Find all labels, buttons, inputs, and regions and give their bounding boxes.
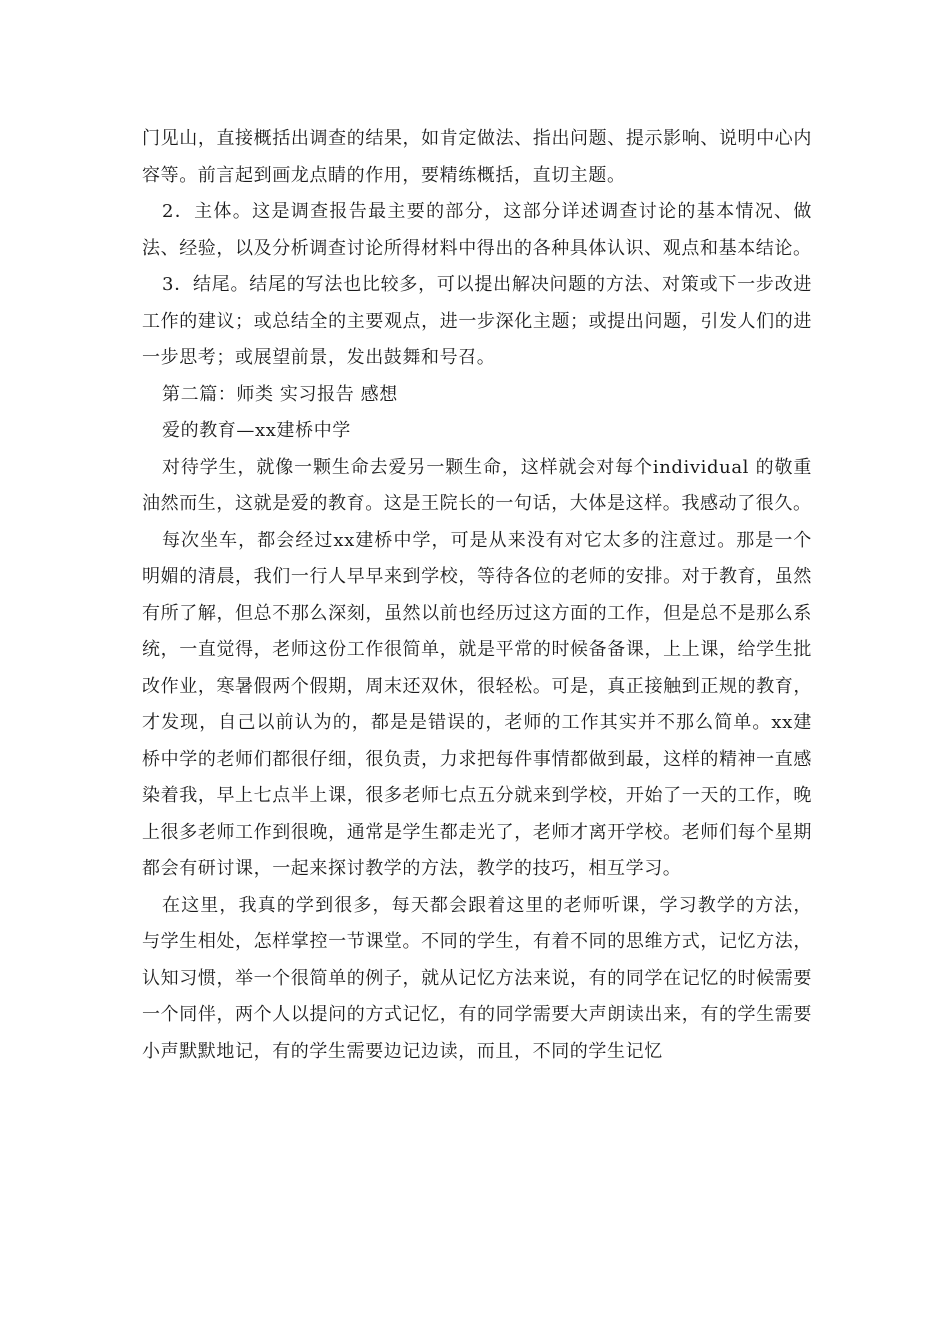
paragraph-intro-continuation: 门见山，直接概括出调查的结果，如肯定做法、指出问题、提示影响、说明中心内容等。前言起到画龙点睛的作用，要精练概括，直切主题。 bbox=[142, 128, 812, 186]
paragraph-love-education: 对待学生，就像一颗生命去爱另一颗生命，这样就会对每个individual 的敬重油然而生，这就是爱的教育。这是王院长的一句话，大体是这样。我感动了很久。 bbox=[142, 456, 812, 514]
essay-title: 爱的教育—xx建桥中学 bbox=[162, 420, 351, 441]
paragraph-school-experience: 每次坐车，都会经过xx建桥中学，可是从来没有对它太多的注意过。那是一个明媚的清晨，我们一行人早早来到学校，等待各位的老师的安排。对于教育，虽然有所了解，但总不那么深刻，虽然以前也经历过这方面的工作，但是总不是那么系统，一直觉得，老师这份工作很简单，就是平常的时候备备课，上上课，给学生批改作业，寒暑假两个假期，周末还双休，很轻松。可是，真正接触到正规的教育，才发现，自己以前认为的，都是是错误的，老师的工作其实并不那么简单。xx建桥中学的老师们都很仔细，很负责，力求把每件事情都做到最，这样的精神一直感染着我，早上七点半上课，很多老师七点五分就来到学校，开始了一天的工作，晚上很多老师工作到很晚，通常是学生都走光了，老师才离开学校。老师们每个星期都会有研讨课，一起来探讨教学的方法，教学的技巧，相互学习。 bbox=[142, 529, 812, 879]
paragraph-main-body: 2．主体。这是调查报告最主要的部分，这部分详述调查讨论的基本情况、做法、经验，以及分析调查讨论所得材料中得出的各种具体认识、观点和基本结论。 bbox=[142, 201, 812, 259]
document-body bbox=[142, 121, 812, 1070]
paragraph-ending: 3．结尾。结尾的写法也比较多，可以提出解决问题的方法、对策或下一步改进工作的建议；或总结全的主要观点，进一步深化主题；或提出问题，引发人们的进一步思考；或展望前景，发出鼓舞和号召。 bbox=[142, 274, 812, 368]
paragraph-learning: 在这里，我真的学到很多，每天都会跟着这里的老师听课，学习教学的方法，与学生相处，怎样掌控一节课堂。不同的学生，有着不同的思维方式，记忆方法，认知习惯，举一个很简单的例子，就从记忆方法来说，有的同学在记忆的时候需要一个同伴，两个人以提问的方式记忆，有的同学需要大声朗读出来，有的学生需要小声默默地记，有的学生需要边记边读，而且，不同的学生记忆 bbox=[142, 894, 812, 1062]
section-heading: 第二篇：师类 实习报告 感想 bbox=[162, 383, 398, 405]
